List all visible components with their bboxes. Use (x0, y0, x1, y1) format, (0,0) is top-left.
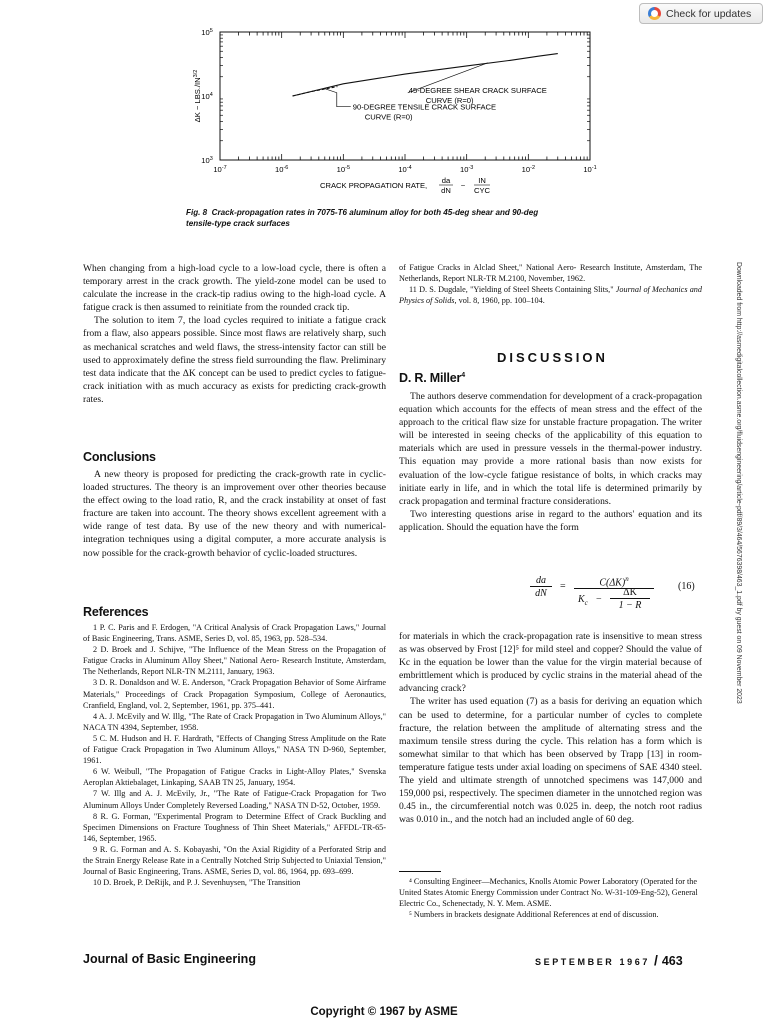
reference-5: 5 C. M. Hudson and H. F. Hardrath, "Effects of Changing Stress Amplitude on the Rate of Fatigue Crack Propagation in Two Aluminum Alloys," NASA TN D-960, September, 1961. (83, 733, 386, 766)
ref-10-continued: of Fatigue Cracks in Alclad Sheet," National Aero- Research Institute, Amsterdam, The Netherlands, Report NLR-TR M.2100, November, 1962. (399, 263, 702, 284)
conclusions-paragraph: A new theory is proposed for predicting the crack-growth rate in cyclic-loaded structures. The theory is an improvement over other theories because the effect owing to the load ratio, R, and the crack instability at onset of fast fracture are taken into account. The theory shows excellent agreement with a wide range of test data. By use of the new theory and with numerical-integration techniques using a digital computer, a more accurate analysis is now possible for the crack-growth behavior of cyclic-loaded structures. (83, 469, 386, 559)
reference-7: 7 W. Illg and A. J. McEvily, Jr., "The Rate of Fatigue-Crack Propagation for Two Aluminum Alloys Under Completely Reversed Loading," NASA TN D-52, October, 1959. (83, 789, 386, 810)
right-references-continued (399, 262, 702, 306)
equation-number: (16) (678, 581, 695, 592)
x-axis-da: da (441, 176, 451, 185)
x-axis-dn: dN (441, 186, 451, 195)
reference-3: 3 D. R. Donaldson and W. E. Anderson, "Crack Propagation Behavior of Some Airframe Materials," Proceedings of Crack Propagation Symposium, College of Aeronautics, Cranfield, England, vol. 2, September, 1961, pp. 375–441. (83, 678, 386, 710)
reference-9: 9 R. G. Forman and A. S. Kobayashi, "On the Axial Rigidity of a Perforated Strip and the Strain Energy Release Rate in a Centrally Notched Strip Subjected to Uniaxial Tension," Journal of Basic Engineering, Trans. ASME, Series D, vol. 86, 1964, pp. 693–699. (83, 844, 386, 877)
figure-label: Fig. 8 (186, 208, 208, 217)
discussion-paragraph-4: The writer has used equation (7) as a basis for deriving an equation which can be used to determine, for a particular number of cycles to complete fracture, the relation between the amplitude of alternating stress and the maximum tensile stress during the cycle. This relation has a form which is somewhat similar to that which has been observed by Trapp [13] in room-temperature fatigue tests under axial loading on specimens of SAE 4340 steel. The yield and ultimate strength of unnotched specimens was 147,000 and 159,000 psi, respectively. The specimen diameter in the unnotched region was 0.45 in., the circumferential notch was 0.025 in. deep, the notch root radius was 0.010 in., and the notch had an included angle of 60 deg. (399, 696, 702, 826)
conclusions-body (83, 468, 386, 560)
left-column (83, 262, 386, 406)
discussion-heading: DISCUSSION (497, 350, 608, 365)
footer-journal: Journal of Basic Engineering (83, 952, 256, 966)
discussion-body-1 (399, 390, 702, 534)
annotation-shear-2: CURVE (R=0) (425, 95, 474, 105)
figure-caption (186, 208, 606, 229)
footnote-4: ⁴ Consulting Engineer—Mechanics, Knolls Atomic Power Laboratory (Operated for the United States Atomic Energy Commission under Contract No. W-31-109-Eng-52), General Electric Co., Schenectady, N. Y. Mem. ASME. (399, 877, 698, 909)
references-list (83, 622, 386, 888)
footer-date: SEPTEMBER 1967 (535, 957, 650, 967)
footer-date-page (535, 952, 683, 970)
discussion-paragraph-2: Two interesting questions arise in regard to the authors' equation and its application. Should the equation have the form (399, 508, 702, 533)
discussion-paragraph-1: The authors deserve commendation for development of a crack-propagation equation which accounts for the effects of mean stress and the effect of the approach to the critical flaw size for unstable fracture propagation. The writer will be interested in seeing checks of the applicability of this equation to materials which are used in pressure vessels in the thermal-power industry. This equation may provide a more rational basis than now exists for evaluation of the low-cycle fatigue resistance of bolts, in which cracks may initiate early in life, and in which the total life is determined primarily by crack propagation and terminal fracture considerations. (399, 391, 702, 507)
y-tick-label: $10^3$ (201, 156, 213, 165)
annotation-tensile: 90-DEGREE TENSILE CRACK SURFACE (352, 102, 497, 112)
figure-caption-text-2: tensile-type crack surfaces (186, 218, 290, 228)
x-axis-tilde: ~ (460, 181, 466, 190)
y-axis-label: ΔK ~ $LBS./IN^{3/2}$ (193, 69, 202, 123)
discussion-author: D. R. Miller$^4$ (399, 371, 465, 385)
reference-8: 8 R. G. Forman, "Experimental Program to Determine Effect of Crack Buckling and Specimen Dimensions on Fracture Toughness of Thin Sheet Materials," AFFDL-TR-65-146, September, 1965. (83, 811, 386, 843)
x-tick-label: $10^{-5}$ (336, 165, 351, 174)
annotation-tensile-2: CURVE (R=0) (364, 112, 413, 122)
reference-10: 10 D. Broek, P. DeRijk, and P. J. Sevenhuysen, "The Transition (93, 878, 301, 888)
ref-11: 11 D. S. Dugdale, "Yielding of Steel Sheets Containing Slits," Journal of Mechanics and Physics of Solids, vol. 8, 1960, pp. 100–104. (399, 285, 702, 306)
footnote-5: ⁵ Numbers in brackets designate Additional References at end of discussion. (409, 910, 659, 920)
footnote-divider (399, 871, 441, 872)
check-for-updates-button[interactable] (639, 3, 763, 24)
x-tick-label: $10^{-2}$ (521, 165, 536, 174)
crossmark-icon (648, 7, 661, 20)
y-tick-label: $10^4$ (201, 92, 213, 101)
x-tick-label: $10^{-4}$ (398, 165, 412, 174)
crack-rate-chart (190, 22, 610, 200)
reference-6: 6 W. Weibull, "The Propagation of Fatigue Cracks in Light-Alloy Plates," Svenska Aeroplan Aktiebalaget, Linkaping, SAAB TN 25, January, 1954. (83, 767, 386, 788)
references-heading: References (83, 605, 149, 619)
x-axis-cyc: CYC (473, 186, 491, 195)
x-tick-label: $10^{-1}$ (583, 165, 597, 174)
reference-2: 2 D. Broek and J. Schijve, "The Influence of the Mean Stress on the Propagation of Fatigue Cracks in Aluminum Alloy Sheet," National Aero- Research Institute, Amsterdam, The Netherlands, Report NLR-TN M.2111, January, 1963. (83, 645, 386, 677)
x-tick-label: $10^{-3}$ (459, 165, 474, 174)
copyright: Copyright © 1967 by ASME (310, 1006, 458, 1018)
reference-1: 1 P. C. Paris and F. Erdogen, "A Critical Analysis of Crack Propagation Laws," Journal of Basic Engineering, Trans. ASME, Series D, vol. 85, 1963, pp. 528–534. (83, 623, 386, 644)
tensile-leader-line (325, 89, 351, 107)
check-for-updates-label: Check for updates (666, 7, 752, 20)
download-side-note: Downloaded from http://asmedigitalcollection.asme.org/fluidsengineering/article-pdf/89/3/464/5676398/463_1.pdf by guest on 09 November 2023 (735, 262, 742, 704)
reference-4: 4 A. J. McEvily and W. Illg, "The Rate of Crack Propagation in Two Aluminum Alloys," NACA TN 4394, September, 1958. (83, 711, 386, 732)
plot-frame (220, 32, 590, 160)
x-tick-label: $10^{-6}$ (274, 165, 289, 174)
equation-16: da dN = $C(\Delta K)^n$ $K_c$ − ΔK 1 − R (16) (520, 572, 710, 616)
discussion-body-2 (399, 630, 702, 826)
annotation-shear: 45-DEGREE SHEAR CRACK SURFACE (408, 85, 547, 95)
x-axis-in: IN (478, 176, 486, 185)
discussion-paragraph-3: for materials in which the crack-propagation rate is insensitive to mean stress as was observed by Frost [12]⁵ for mild steel and copper? Should the value of Kc in the equation be lower than the value for the virgin material because of embrittlement which is produced by cyclic strains in the material ahead of the advancing crack? (399, 631, 702, 695)
figure-caption-text: Crack-propagation rates in 7075-T6 aluminum alloy for both 45-deg shear and 90-deg (211, 208, 539, 217)
footer-slash: / (653, 952, 658, 968)
series-line-2 (293, 87, 338, 96)
x-tick-label: $10^{-7}$ (213, 165, 227, 174)
x-axis-label: CRACK PROPAGATION RATE, (320, 181, 428, 190)
left-paragraph-1: When changing from a high-load cycle to a low-load cycle, there is often a temporary arrest in the crack growth. The yield-zone model can be used to calculate the increase in the crack-tip radius owing to the high-load cycle. A fatigue crack is then assumed to reinitiate from the rounded crack tip. (83, 263, 386, 314)
footnotes (399, 876, 702, 920)
left-paragraph-2: The solution to item 7, the load cycles required to initiate a fatigue crack from a flaw, also appears possible. Since most flaws are relatively sharp, such as mechanical scratches and weld flaws, the stress-intensity factor can still be used to approximately define the stress field surrounding the flaw. Preliminary test data indicate that the ΔK concept can be used to predict cycles to fatigue-crack initiation with as much accuracy as exists for predicting crack-growth rates. (83, 315, 386, 405)
conclusions-heading: Conclusions (83, 450, 156, 464)
footer-page: 463 (661, 954, 683, 968)
y-tick-label: $10^5$ (201, 28, 213, 37)
